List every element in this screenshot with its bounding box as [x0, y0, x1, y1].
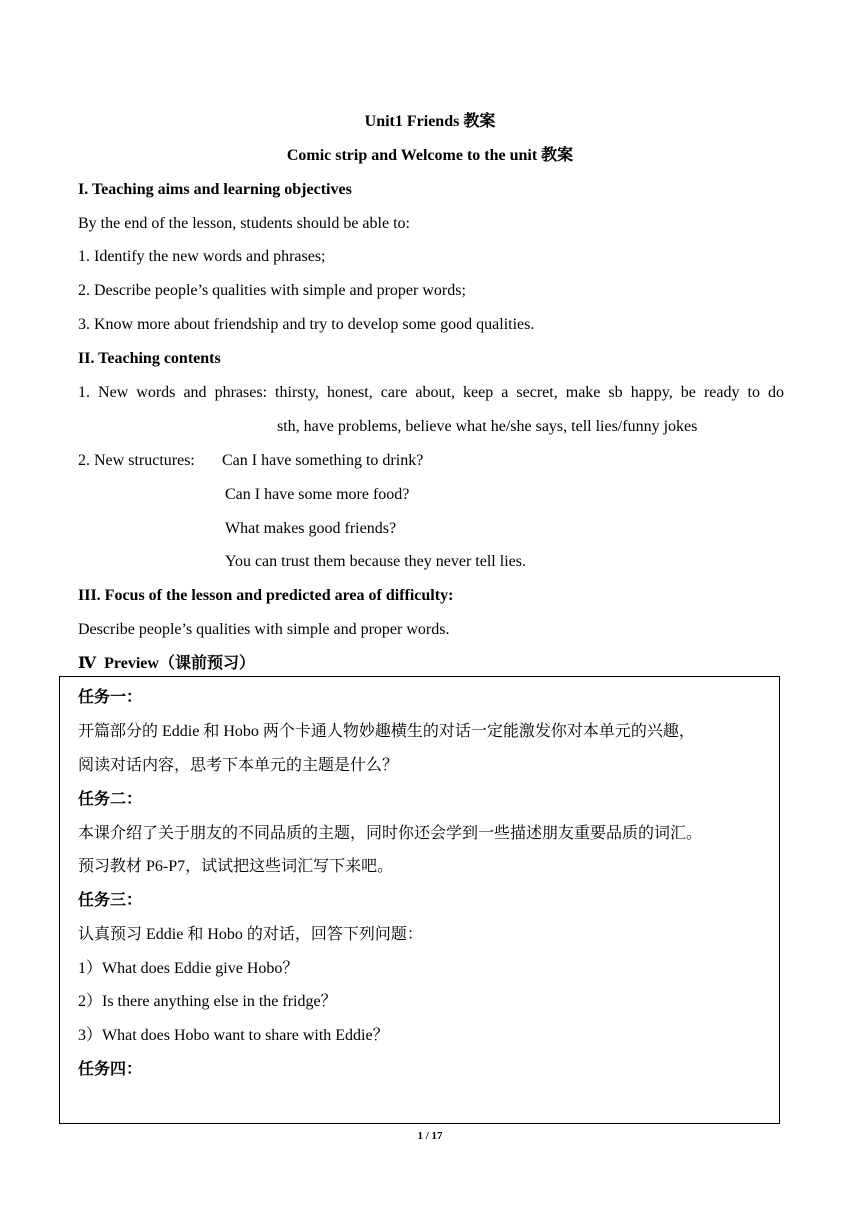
task3-title: 任务三： — [78, 892, 143, 909]
new-words-line: 1. New words and phrases: thirsty, honest, care about, keep a secret, make sb happy, be ready to do — [78, 384, 784, 401]
new-words-line: sth, have problems, believe what he/she says, tell lies/funny jokes — [277, 418, 698, 435]
structure-item: What makes good friends? — [225, 520, 397, 537]
section3-text: Describe people’s qualities with simple and proper words. — [78, 621, 450, 638]
task1-line: 开篇部分的 Eddie 和 Hobo 两个卡通人物妙趣横生的对话一定能激发你对本单元的兴趣， — [78, 723, 695, 740]
task3-line: 认真预习 Eddie 和 Hobo 的对话，回答下列问题： — [78, 926, 423, 943]
task1-line: 阅读对话内容，思考下本单元的主题是什么？ — [78, 757, 399, 774]
structures-label: 2. New structures: — [78, 452, 195, 469]
task1-title: 任务一： — [78, 689, 143, 706]
task2-line: 预习教材 P6-P7，试试把这些词汇写下来吧。 — [78, 858, 394, 875]
section3-heading: III. Focus of the lesson and predicted area of difficulty: — [78, 587, 454, 604]
document-title: Unit1 Friends 教案 — [364, 113, 496, 130]
task2-line: 本课介绍了关于朋友的不同品质的主题，同时你还会学到一些描述朋友重要品质的词汇。 — [78, 825, 703, 842]
document-subtitle: Comic strip and Welcome to the unit 教案 — [286, 147, 574, 164]
structure-item: Can I have some more food? — [225, 486, 410, 503]
task3-question: 3）What does Hobo want to share with Eddie？ — [78, 1027, 389, 1044]
structure-item: Can I have something to drink? — [222, 452, 424, 469]
structure-item: You can trust them because they never tell lies. — [225, 553, 526, 570]
objective-item: 1. Identify the new words and phrases; — [78, 248, 326, 265]
section1-intro: By the end of the lesson, students should be able to: — [78, 215, 410, 232]
section4-heading: Ⅳ Preview（课前预习） — [78, 655, 255, 672]
task2-title: 任务二： — [78, 791, 143, 808]
task3-question: 2）Is there anything else in the fridge？ — [78, 993, 337, 1010]
objective-item: 3. Know more about friendship and try to develop some good qualities. — [78, 316, 535, 333]
objective-item: 2. Describe people’s qualities with simple and proper words; — [78, 282, 466, 299]
task3-question: 1）What does Eddie give Hobo？ — [78, 960, 299, 977]
task4-title: 任务四： — [78, 1061, 143, 1078]
page-number: 1 / 17 — [417, 1130, 443, 1142]
preview-task-box — [59, 676, 780, 1124]
section1-heading: I. Teaching aims and learning objectives — [78, 181, 352, 198]
section2-heading: II. Teaching contents — [78, 350, 221, 367]
